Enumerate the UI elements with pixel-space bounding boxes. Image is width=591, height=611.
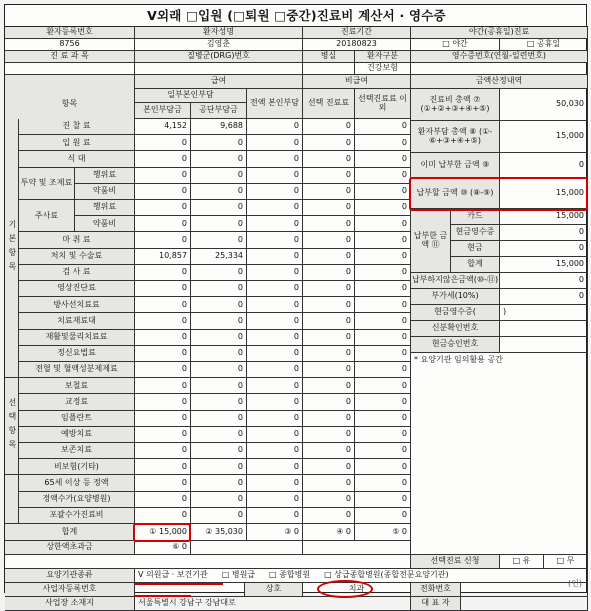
insurer-share-value: 0 — [191, 265, 247, 281]
basic-items-label: 기본항목 — [5, 119, 19, 378]
total-2: ② 35,030 — [191, 524, 247, 541]
selected-value: 0 — [303, 119, 355, 135]
insurer-share-value: 0 — [191, 232, 247, 248]
dept-label: 진 료 과 목 — [5, 51, 135, 63]
dispense-group-label: 투약 및 조제료 — [19, 168, 75, 200]
business-name-value: 치과 — [303, 583, 411, 597]
vat-label: 부가세(10%) — [411, 289, 500, 305]
excluding-value: 0 — [355, 200, 411, 216]
selected-value: 0 — [303, 492, 355, 508]
patient-share-value: 0 — [135, 427, 191, 443]
cash-receipt-id-close: ) — [500, 305, 588, 321]
excluding-value: 0 — [355, 394, 411, 410]
business-name-label: 상호 — [245, 583, 303, 597]
patient-share-value: 0 — [135, 216, 191, 232]
representative-label: 대 표 자 — [411, 597, 461, 611]
excluding-value: 0 — [355, 135, 411, 151]
row-label: 행위료 — [75, 200, 135, 216]
selected-value: 0 — [303, 265, 355, 281]
facility-kind-label: 요양기관종류 — [5, 569, 135, 583]
patient-share-value: 0 — [135, 330, 191, 346]
row-label: 약품비 — [75, 216, 135, 232]
full-self-value: 0 — [247, 411, 303, 427]
injection-group-label: 주사료 — [19, 200, 75, 232]
excluding-value: 0 — [355, 443, 411, 459]
patient-share-header: 본인부담금 — [135, 103, 191, 119]
card-label: 카드 — [451, 209, 500, 225]
selected-value: 0 — [303, 313, 355, 329]
patient-share-value: 0 — [135, 508, 191, 524]
selected-value: 0 — [303, 168, 355, 184]
full-self-value: 0 — [247, 459, 303, 475]
excluding-value: 0 — [355, 297, 411, 313]
full-self-value: 0 — [247, 427, 303, 443]
full-self-value: 0 — [247, 330, 303, 346]
approval-value — [500, 337, 588, 353]
facility-clinic-checkbox: V 의원급 · 보건기관 — [138, 570, 208, 580]
patient-share-value: 10,857 — [135, 249, 191, 265]
noncovered-header: 비급여 — [303, 75, 411, 89]
patient-share-value: 0 — [135, 394, 191, 410]
drg-value — [135, 63, 303, 75]
covered-header: 급여 — [135, 75, 303, 89]
clinic-underline — [135, 583, 223, 585]
address-underline — [135, 595, 191, 597]
selected-value: 0 — [303, 508, 355, 524]
insurer-share-value: 0 — [191, 297, 247, 313]
insurer-share-value: 0 — [191, 475, 247, 491]
patient-share-value: 0 — [135, 459, 191, 475]
full-self-value: 0 — [247, 346, 303, 362]
excluding-header: 선택진료료 이외 — [355, 89, 411, 119]
selected-value: 0 — [303, 281, 355, 297]
patient-share-value: 0 — [135, 135, 191, 151]
insurer-share-value: 25,334 — [191, 249, 247, 265]
excluding-value: 0 — [355, 151, 411, 167]
insurer-share-value: 0 — [191, 362, 247, 378]
select-yes: □ 유 — [500, 555, 544, 569]
select-no: □ 무 — [544, 555, 588, 569]
full-self-value: 0 — [247, 200, 303, 216]
full-self-value: 0 — [247, 281, 303, 297]
row-label: 치료재료대 — [19, 313, 135, 329]
excluding-value: 0 — [355, 168, 411, 184]
full-self-value: 0 — [247, 443, 303, 459]
patient-share-value: 0 — [135, 313, 191, 329]
ceiling-filler — [303, 541, 411, 555]
row-label: 보철료 — [19, 378, 135, 394]
selected-value: 0 — [303, 443, 355, 459]
row-label: 임플란트 — [19, 411, 135, 427]
full-self-header: 전액 본인부담 — [247, 89, 303, 119]
insurance-type: 건강보험 — [355, 63, 411, 75]
insurer-share-value: 0 — [191, 281, 247, 297]
receipt-title: V외래 □입원 (□퇴원 □중간)진료비 계산서 · 영수증 — [5, 5, 588, 27]
insurer-share-header: 공단부담금 — [191, 103, 247, 119]
full-self-value: 0 — [247, 232, 303, 248]
insurer-share-value: 0 — [191, 151, 247, 167]
row-label: 재활및물리치료료 — [19, 330, 135, 346]
ward-label: 병실 — [303, 51, 355, 63]
already-paid-value: 0 — [500, 153, 588, 179]
dept-value — [5, 63, 135, 75]
full-self-value: 0 — [247, 394, 303, 410]
footer-spacer — [5, 555, 411, 569]
row-label: 정액수가(요양병원) — [19, 492, 135, 508]
receipt-no-value — [411, 63, 588, 75]
row-label: 전혈 및 혈액성분제제료 — [19, 362, 135, 378]
selected-value: 0 — [303, 362, 355, 378]
insurer-share-value: 0 — [191, 168, 247, 184]
row-label: 비보험(기타) — [19, 459, 135, 475]
full-self-value: 0 — [247, 508, 303, 524]
patient-name-label: 환자성명 — [135, 27, 303, 39]
selected-value: 0 — [303, 151, 355, 167]
insurer-share-value: 9,688 — [191, 119, 247, 135]
calc-header: 금액산정내역 — [411, 75, 588, 89]
patient-share-value: 0 — [135, 492, 191, 508]
phone-label: 전화번호 — [411, 583, 461, 597]
facility-general-checkbox: □ 종합병원 — [269, 570, 311, 580]
excluding-value: 0 — [355, 184, 411, 200]
insurer-share-value: 0 — [191, 346, 247, 362]
patient-total-value: 15,000 — [500, 121, 588, 153]
select-request-label: 선택진료 신청 — [411, 555, 500, 569]
total-fee-label: 진료비 총액 ⑦ (①+②+③+④+⑤) — [411, 89, 500, 121]
representative-value — [461, 597, 588, 611]
insurer-share-value: 0 — [191, 378, 247, 394]
total-label: 합계 — [5, 524, 135, 541]
patient-share-value: 0 — [135, 362, 191, 378]
excluding-value: 0 — [355, 427, 411, 443]
row-label: 방사선치료료 — [19, 297, 135, 313]
selected-value: 0 — [303, 459, 355, 475]
insurer-share-value: 0 — [191, 411, 247, 427]
selected-value: 0 — [303, 200, 355, 216]
night-checkbox: □ 야간 — [411, 39, 500, 51]
cash-receipt-value: 0 — [500, 225, 588, 241]
excluding-value: 0 — [355, 346, 411, 362]
receipt-no-label: 영수증번호(연월-일련번호) — [411, 51, 588, 63]
excluding-value: 0 — [355, 362, 411, 378]
selected-value: 0 — [303, 411, 355, 427]
row-label: 약품비 — [75, 184, 135, 200]
patient-share-value: 0 — [135, 168, 191, 184]
excluding-value: 0 — [355, 330, 411, 346]
cash-receipt-label: 현금영수증 — [451, 225, 500, 241]
full-self-value: 0 — [247, 378, 303, 394]
biz-no-label: 사업자등록번호 — [5, 583, 135, 597]
patient-share-value: 0 — [135, 297, 191, 313]
full-self-value: 0 — [247, 216, 303, 232]
row-label: 보존치료 — [19, 443, 135, 459]
excluding-value: 0 — [355, 232, 411, 248]
patient-share-value: 0 — [135, 232, 191, 248]
full-self-value: 0 — [247, 168, 303, 184]
insurer-share-value: 0 — [191, 459, 247, 475]
row-label: 교정료 — [19, 394, 135, 410]
total-3: ③ 0 — [247, 524, 303, 541]
full-self-value: 0 — [247, 313, 303, 329]
insurer-share-value: 0 — [191, 427, 247, 443]
total-1: ① 15,000 — [135, 524, 191, 541]
vat-value: 0 — [500, 289, 588, 305]
patient-no-label: 환자등록번호 — [5, 27, 135, 39]
selected-header: 선택 진료료 — [303, 89, 355, 119]
total-fee-value: 50,030 — [500, 89, 588, 121]
insurer-share-value: 0 — [191, 492, 247, 508]
paid-label: 납부한 금액 ⑪ — [411, 209, 451, 273]
full-self-value: 0 — [247, 265, 303, 281]
excluding-value: 0 — [355, 475, 411, 491]
to-pay-value: 15,000 — [500, 179, 588, 209]
patient-share-value: 0 — [135, 443, 191, 459]
approval-label: 현금승인번호 — [411, 337, 500, 353]
excluding-value: 0 — [355, 249, 411, 265]
ward-value — [303, 63, 355, 75]
holiday-checkbox: □ 공휴일 — [500, 39, 588, 51]
full-self-value: 0 — [247, 492, 303, 508]
selected-value: 0 — [303, 346, 355, 362]
card-value: 15,000 — [500, 209, 588, 225]
row-label: 예방치료 — [19, 427, 135, 443]
full-self-value: 0 — [247, 475, 303, 491]
total-5: ⑤ 0 — [355, 524, 411, 541]
row-label: 정신요법료 — [19, 346, 135, 362]
night-label: 야간(공휴일)진료 — [411, 27, 588, 39]
row-label: 식 대 — [19, 151, 135, 167]
selected-value: 0 — [303, 249, 355, 265]
row-label: 포괄수가진료비 — [19, 508, 135, 524]
side-spacer — [5, 475, 19, 524]
facility-kind-options — [135, 569, 588, 583]
drg-label: 질병군(DRG)번호 — [135, 51, 303, 63]
unpaid-label: 납부하지않은금액(⑩-⑪) — [411, 273, 500, 289]
patient-share-value: 0 — [135, 475, 191, 491]
patient-name: 김영춘 — [135, 39, 303, 51]
insurer-share-value: 0 — [191, 216, 247, 232]
full-self-value: 0 — [247, 249, 303, 265]
already-paid-label: 이미 납부한 금액 ⑨ — [411, 153, 500, 179]
cash-label: 현금 — [451, 241, 500, 257]
selected-value: 0 — [303, 427, 355, 443]
selected-value: 0 — [303, 475, 355, 491]
address-value: 서울특별시 강남구 강남대로 — [135, 597, 411, 611]
full-self-value: 0 — [247, 362, 303, 378]
insurer-share-value: 0 — [191, 184, 247, 200]
excluding-value: 0 — [355, 492, 411, 508]
insurer-share-value: 0 — [191, 313, 247, 329]
address-label: 사업장 소재지 — [5, 597, 135, 611]
select-items-label: 선택항목 — [5, 378, 19, 475]
patient-share-value: 0 — [135, 151, 191, 167]
excluding-value: 0 — [355, 411, 411, 427]
row-label: 행위료 — [75, 168, 135, 184]
selected-value: 0 — [303, 330, 355, 346]
cash-receipt-id-label: 현금영수증( — [411, 305, 500, 321]
patient-share-value: 0 — [135, 411, 191, 427]
facility-hospital-checkbox: □ 병원급 — [221, 570, 256, 580]
excluding-value: 0 — [355, 508, 411, 524]
patient-share-value: 0 — [135, 281, 191, 297]
full-self-value: 0 — [247, 135, 303, 151]
insurer-share-value: 0 — [191, 508, 247, 524]
seal-stamp: (인) — [568, 579, 582, 588]
paid-sum-label: 합계 — [451, 257, 500, 273]
insurer-share-value: 0 — [191, 330, 247, 346]
selected-value: 0 — [303, 378, 355, 394]
selected-value: 0 — [303, 184, 355, 200]
patient-share-value: 0 — [135, 346, 191, 362]
paid-sum-value: 15,000 — [500, 257, 588, 273]
full-self-value: 0 — [247, 297, 303, 313]
row-label: 65세 이상 등 정액 — [19, 475, 135, 491]
free-space-note: * 요양기관 임의활용 공간 — [411, 353, 588, 555]
excluding-value: 0 — [355, 313, 411, 329]
excluding-value: 0 — [355, 119, 411, 135]
id-check-value — [500, 321, 588, 337]
selected-value: 0 — [303, 216, 355, 232]
unpaid-value: 0 — [500, 273, 588, 289]
full-self-value: 0 — [247, 151, 303, 167]
insurer-share-value: 0 — [191, 394, 247, 410]
partial-header: 일부본인부담 — [135, 89, 247, 103]
patient-share-value: 0 — [135, 265, 191, 281]
ceiling-value: ⑥ 0 — [135, 541, 191, 555]
row-label: 처치 및 수술료 — [19, 249, 135, 265]
full-self-value: 0 — [247, 119, 303, 135]
to-pay-label: 납부할 금액 ⑩ (⑧-⑨) — [411, 179, 500, 209]
insurer-share-value: 0 — [191, 443, 247, 459]
ceiling-filler — [191, 541, 303, 555]
selected-value: 0 — [303, 232, 355, 248]
patient-share-value: 4,152 — [135, 119, 191, 135]
row-label: 마 취 료 — [19, 232, 135, 248]
row-label: 진 찰 료 — [19, 119, 135, 135]
receipt-document — [4, 4, 587, 608]
patient-total-label: 환자부담 총액 ⑧ (①-⑥+③+④+⑤) — [411, 121, 500, 153]
ceiling-label: 상한액초과금 — [5, 541, 135, 555]
patient-no: 8756 — [5, 39, 135, 51]
insurer-share-value: 0 — [191, 135, 247, 151]
patient-share-value: 0 — [135, 378, 191, 394]
selected-value: 0 — [303, 297, 355, 313]
total-4: ④ 0 — [303, 524, 355, 541]
period-label: 진료기간 — [303, 27, 411, 39]
selected-value: 0 — [303, 394, 355, 410]
selected-value: 0 — [303, 135, 355, 151]
row-label: 검 사 료 — [19, 265, 135, 281]
patient-share-value: 0 — [135, 200, 191, 216]
excluding-value: 0 — [355, 216, 411, 232]
patient-type-label: 환자구분 — [355, 51, 411, 63]
insurer-share-value: 0 — [191, 200, 247, 216]
facility-tertiary-checkbox: □ 상급종합병원(종합전문요양기관) — [324, 570, 449, 580]
excluding-value: 0 — [355, 378, 411, 394]
excluding-value: 0 — [355, 459, 411, 475]
row-label: 입 원 료 — [19, 135, 135, 151]
excluding-value: 0 — [355, 281, 411, 297]
excluding-value: 0 — [355, 265, 411, 281]
full-self-value: 0 — [247, 184, 303, 200]
row-label: 영상진단료 — [19, 281, 135, 297]
id-check-label: 신분확인번호 — [411, 321, 500, 337]
cash-value: 0 — [500, 241, 588, 257]
items-header: 항목 — [5, 75, 135, 135]
period: 20180823 — [303, 39, 411, 51]
patient-share-value: 0 — [135, 184, 191, 200]
